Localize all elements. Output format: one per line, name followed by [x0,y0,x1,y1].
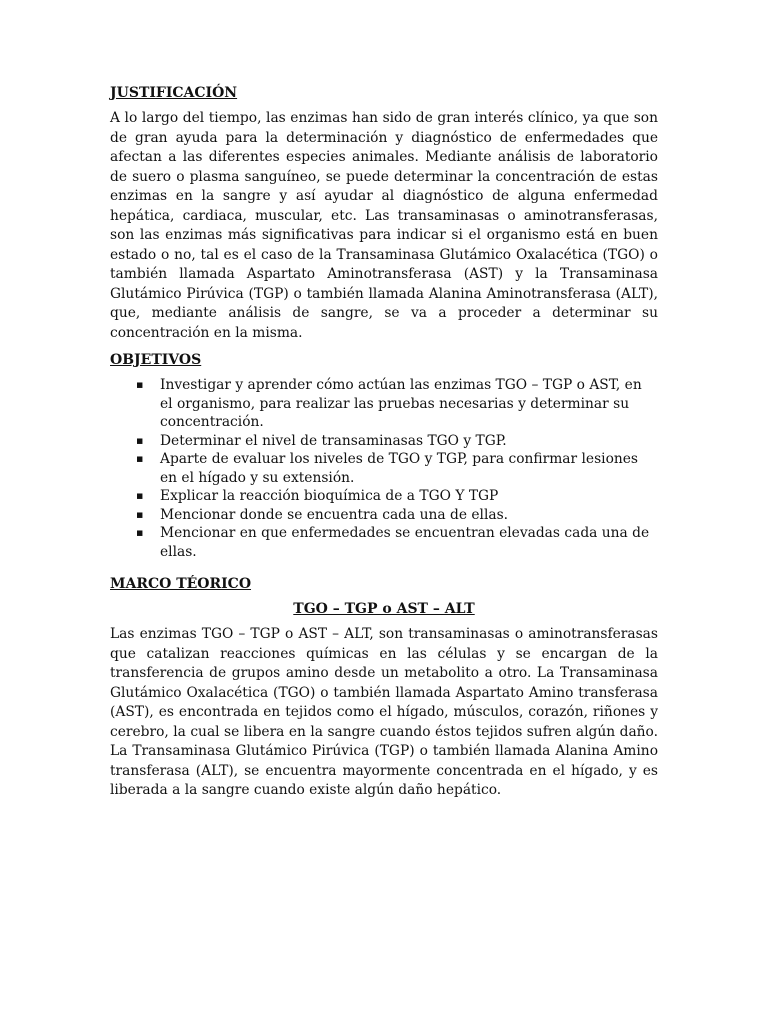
bullet-icon: ▪ [136,433,144,447]
objective-item [110,524,658,561]
bullet-icon: ▪ [136,526,144,539]
objective-text: Investigar y aprender cómo actúan las enzimas TGO – TGP o AST, en el organismo, para realizar las pruebas necesarias y determinar su concentración. [160,377,642,430]
objective-text: Aparte de evaluar los niveles de TGO y TGP, para confirmar lesiones en el hígado y su extensión. [160,451,639,486]
bullet-icon: ▪ [136,489,144,502]
objective-item [110,487,658,506]
objective-item [110,376,658,432]
objectives-list [110,376,658,561]
objective-text: Explicar la reacción bioquímica de a TGO Y TGP [160,488,499,504]
objective-text: Mencionar en que enfermedades se encuentran elevadas cada una de ellas. [160,525,650,560]
objective-item [110,506,658,525]
objective-item [110,432,658,451]
bullet-icon: ▪ [136,378,144,391]
bullet-icon: ▪ [136,507,144,521]
marco-paragraph: Las enzimas TGO – TGP o AST – ALT, son transaminasas o aminotransferasas que catalizan reacciones químicas en las células y se encargan de la transferencia de grupos amino desde un metabolito a otro. La Transaminasa Glutámico Oxalacética (TGO) o también llamada Aspartato Amino transferasa (AST), es encontrada en tejidos como el hígado, músculos, corazón, riñones y cerebro, la cual se libera en la sangre cuando éstos tejidos sufren algún daño. La Transaminasa Glutámico Pirúvica (TGP) o también llamada Alanina Amino transferasa (ALT), se encuentra mayormente concentrada en el hígado, y es liberada a la sangre cuando existe algún daño hepático. [110,626,658,798]
document-page [110,84,658,801]
bullet-icon: ▪ [136,452,144,465]
objective-text: Mencionar donde se encuentra cada una de ellas. [160,506,509,523]
justificacion-heading: JUSTIFICACIÓN [110,85,238,101]
marco-subtitle: TGO – TGP o AST – ALT [293,601,475,617]
marco-teorico-heading: MARCO TÉORICO [110,576,252,592]
objective-text: Determinar el nivel de transaminasas TGO y TGP. [160,432,507,449]
objetivos-heading: OBJETIVOS [110,352,202,368]
objective-item [110,450,658,487]
justificacion-paragraph: A lo largo del tiempo, las enzimas han sido de gran interés clínico, ya que son de gran ayuda para la determinación y diagnóstico de enfermedades que afectan a las diferentes especies animales. Mediante análisis de laboratorio de suero o plasma sanguíneo, se puede determinar la concentración de estas enzimas en la sangre y así ayudar al diagnóstico de alguna enfermedad hepática, cardiaca, muscular, etc. Las transaminasas o aminotransferasas, son las enzimas más significativas para indicar si el organismo está en buen estado o no, tal es el caso de la Transaminasa Glutámico Oxalacética (TGO) o también llamada Aspartato Aminotransferasa (AST) y la Transaminasa Glutámico Pirúvica (TGP) o también llamada Alanina Aminotransferasa (ALT), que, mediante análisis de sangre, se va a proceder a determinar su concentración en la misma. [110,110,658,341]
